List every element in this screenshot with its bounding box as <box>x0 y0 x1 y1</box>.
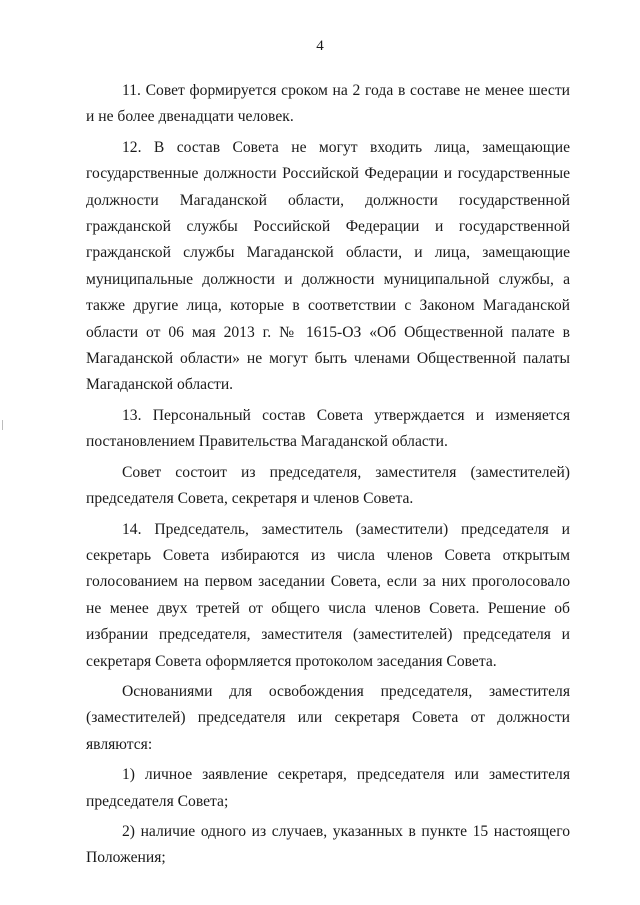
paragraph-13: 13. Персональный состав Совета утверждается и изменяется постановлением Правительства Магаданской области. <box>86 406 570 451</box>
paragraph-dismissal-grounds: Основаниями для освобождения председателя, заместителя (заместителей) председателя или секретаря Совета от должности являются: <box>86 682 570 753</box>
document-body <box>86 78 570 872</box>
list-item-1: 1) личное заявление секретаря, председателя или заместителя председателя Совета; <box>86 766 570 810</box>
scan-margin-mark <box>2 420 3 430</box>
paragraph-11: 11. Совет формируется сроком на 2 года в составе не менее шести и не более двенадцати человек. <box>86 82 570 126</box>
list-item-2: 2) наличие одного из случаев, указанных в пункте 15 настоящего Положения; <box>86 822 570 867</box>
paragraph-14: 14. Председатель, заместитель (заместители) председателя и секретарь Совета избираются из числа членов Совета открытым голосованием на первом заседании Совета, если за них проголосовало не менее двух третей от общего числа членов Совета. Решение об избрании председателя, заместителя (заместителей) председателя и секретаря Совета оформляется протоколом заседания Совета. <box>86 520 570 670</box>
paragraph-council-composition: Совет состоит из председателя, заместителя (заместителей) председателя Совета, секретаря и членов Совета. <box>86 463 570 508</box>
paragraph-12: 12. В состав Совета не могут входить лица, замещающие государственные должности Российской Федерации и государственные должности Магаданской области, должности государственной гражданской службы Российской Федерации и государственной гражданской службы Магаданской области, и лица, замещающие муниципальные должности и должности муниципальной службы, а также другие лица, которые в соответствии с Законом Магаданской области от 06 мая 2013 г. № 1615-ОЗ «Об Общественной палате в Магаданской области» не могут быть членами Общественной палаты Магаданской области. <box>86 138 570 394</box>
page-number: 4 <box>316 38 324 54</box>
